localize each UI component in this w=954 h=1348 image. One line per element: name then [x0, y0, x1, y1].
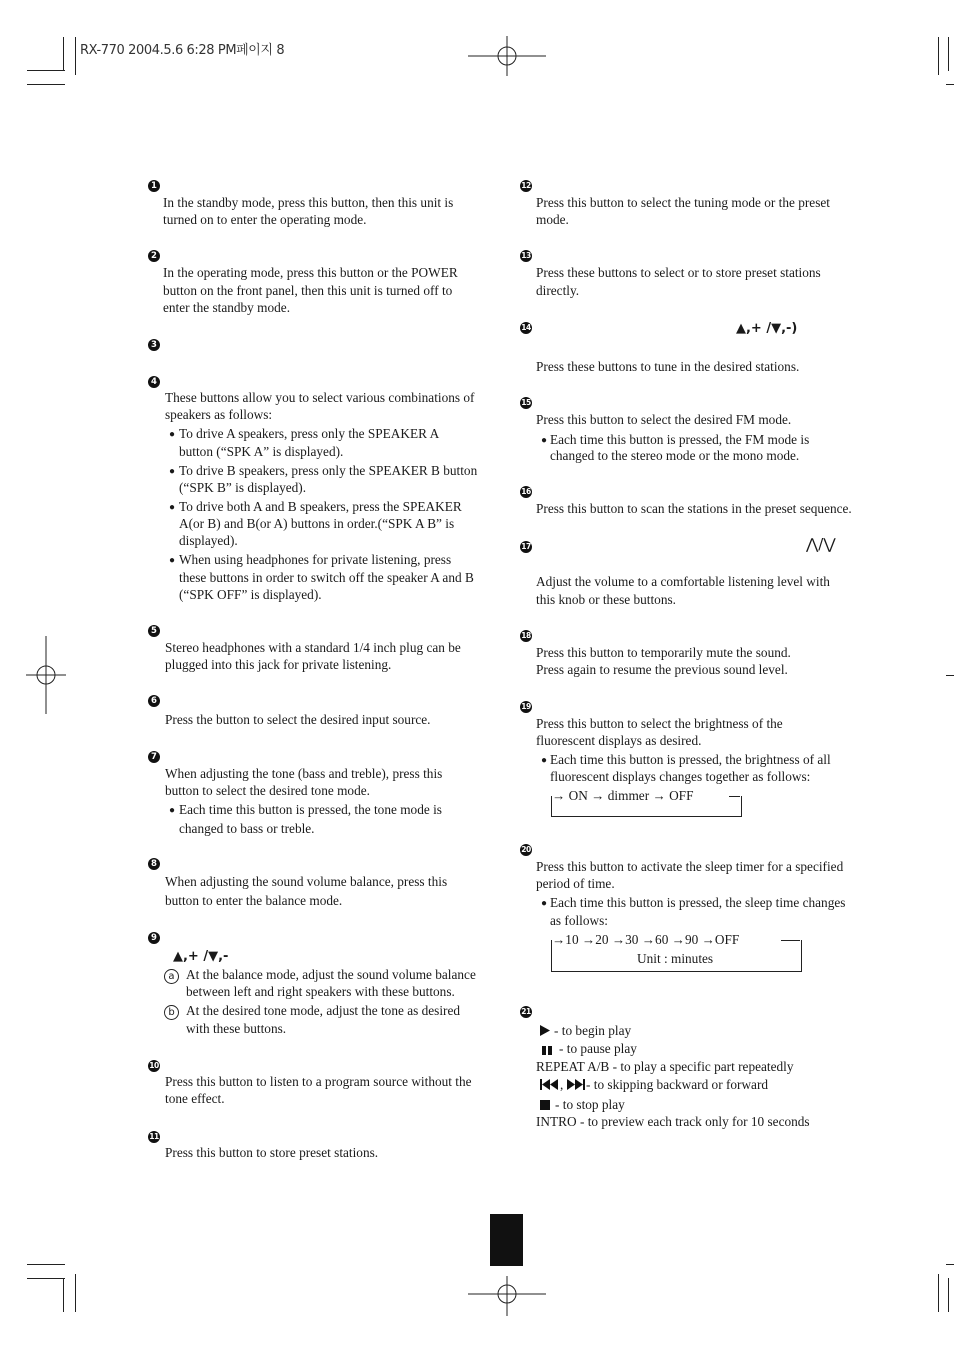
sleep-cycle-text: →10 →20 →30 →60 →90 →OFF [552, 931, 743, 949]
body-text: enter the standby mode. [163, 300, 291, 315]
item-number: 14 [521, 323, 531, 332]
body-text: button to select the desired tone mode. [165, 783, 370, 798]
item-number: 12 [521, 181, 531, 190]
item-number: 11 [149, 1132, 159, 1141]
item-number: 20 [521, 845, 531, 854]
body-text: Adjust the volume to a comfortable listening level with [536, 574, 830, 589]
item-number: 17 [521, 542, 531, 551]
volume-symbols: ⋀/⋁ [806, 535, 836, 553]
body-text: Press this button to select the brightness of the [536, 716, 783, 731]
body-text: plugged into this jack for private listening. [165, 657, 392, 672]
body-text: Press this button to store preset stations. [165, 1145, 379, 1160]
body-text: turned on to enter the operating mode. [163, 212, 367, 227]
item-number: 21 [521, 1007, 531, 1016]
item-number: 5 [148, 625, 160, 637]
bullet-text: Each time this button is pressed, the brightness of all [550, 752, 831, 767]
body-text: These buttons allow you to select various combinations of [165, 390, 475, 405]
bullet: ● [169, 502, 176, 513]
body-text: between left and right speakers with these buttons. [186, 984, 455, 999]
body-text: Stereo headphones with a standard 1/4 inch plug can be [165, 640, 461, 655]
body-text: tone effect. [165, 1091, 225, 1106]
skip-text: - to skipping backward or forward [586, 1077, 769, 1092]
body-text: In the operating mode, press this button or the POWER [163, 265, 458, 280]
bullet-text: A(or B) and B(or A) buttons in order.(“SPK A B” is [179, 516, 455, 531]
item-number: 16 [521, 487, 531, 496]
sub-item-a-marker: a [164, 969, 179, 984]
bullet-text: Each time this button is pressed, the FM mode is [550, 432, 810, 447]
registration-mark [468, 1276, 546, 1316]
bullet-text: (“SPK OFF” is displayed). [179, 587, 322, 602]
body-text: Press these buttons to tune in the desired stations. [536, 359, 800, 374]
item-number: 10 [149, 1061, 159, 1070]
body-text: fluorescent displays as desired. [536, 733, 702, 748]
body-text: At the desired tone mode, adjust the tone as desired [186, 1003, 460, 1018]
item-number: 7 [148, 751, 160, 763]
repeat-text: REPEAT A/B - to play a specific part repeatedly [536, 1059, 794, 1074]
item-number: 4 [148, 376, 160, 388]
separator-comma: , [560, 1077, 564, 1092]
skip-forward-icon [567, 1079, 585, 1090]
bullet-text: displayed). [179, 533, 238, 548]
bullet: ● [169, 805, 176, 816]
bullet-text: changed to the stereo mode or the mono mode. [550, 448, 800, 463]
body-text: Press this button to scan the stations in the preset sequence. [536, 501, 852, 516]
bullet-text: To drive B speakers, press only the SPEAKER B button [179, 463, 478, 478]
body-text: directly. [536, 283, 580, 298]
item-number: 3 [148, 339, 160, 351]
item-number: 13 [521, 251, 531, 260]
bullet-text: as follows: [550, 913, 608, 928]
body-text: Press this button to listen to a program source without the [165, 1074, 472, 1089]
body-text: Press these buttons to select or to store preset stations [536, 265, 821, 280]
print-slug: RX-770 2004.5.6 6:28 PM페이지 8 [80, 43, 285, 58]
body-text: In the standby mode, press this button, then this unit is [163, 195, 454, 210]
body-text: this knob or these buttons. [536, 592, 676, 607]
item-number: 1 [148, 180, 160, 192]
brightness-cycle-text: → ON → dimmer → OFF [552, 787, 697, 805]
bullet-text: button (“SPK A” is displayed). [179, 444, 344, 459]
pause-text: - to pause play [559, 1041, 637, 1056]
sub-item-b-marker: b [164, 1005, 179, 1020]
page-tab-block [490, 1214, 523, 1266]
body-text: Press this button to activate the sleep timer for a specified [536, 859, 844, 874]
bullet-text: When using headphones for private listening, press [179, 552, 452, 567]
body-text: Press this button to select the desired FM mode. [536, 412, 792, 427]
item-number: 9 [148, 932, 160, 944]
stop-text: - to stop play [555, 1097, 625, 1112]
bullet: ● [169, 466, 176, 477]
pause-icon [542, 1046, 553, 1055]
tuning-symbols: ▲,+ /▼,-) [736, 321, 798, 336]
body-text: speakers as follows: [165, 407, 273, 422]
play-text: - to begin play [554, 1023, 632, 1038]
body-text: Press again to resume the previous sound level. [536, 662, 788, 677]
body-text: button on the front panel, then this unit is turned off to [163, 283, 453, 298]
item-number: 15 [521, 398, 531, 407]
bullet: ● [541, 435, 548, 446]
bullet-text: Each time this button is pressed, the tone mode is [179, 802, 442, 817]
bullet-text: changed to bass or treble. [179, 821, 315, 836]
bullet-text: (“SPK B” is displayed). [179, 480, 307, 495]
bullet: ● [169, 555, 176, 566]
item-number: 19 [521, 702, 531, 711]
body-text: Press the button to select the desired input source. [165, 712, 431, 727]
body-text: period of time. [536, 876, 615, 891]
body-text: Press this button to temporarily mute the sound. [536, 645, 791, 660]
body-text: When adjusting the tone (bass and treble), press this [165, 766, 443, 781]
body-text: button to enter the balance mode. [165, 893, 343, 908]
registration-mark [26, 636, 66, 714]
unit-label: Unit : minutes [637, 951, 714, 966]
play-icon [540, 1025, 551, 1036]
item-number: 8 [148, 858, 160, 870]
body-text: Press this button to select the tuning mode or the preset [536, 195, 830, 210]
item-number: 6 [148, 695, 160, 707]
stop-icon [540, 1100, 550, 1110]
body-text: When adjusting the sound volume balance, press this [165, 874, 448, 889]
bullet-text: To drive A speakers, press only the SPEAKER A [179, 426, 440, 441]
bullet-text: these buttons in order to switch off the speaker A and B [179, 570, 474, 585]
bullet: ● [541, 898, 548, 909]
body-text: with these buttons. [186, 1021, 287, 1036]
item-number: 2 [148, 250, 160, 262]
bullet: ● [541, 755, 548, 766]
bullet-text: To drive both A and B speakers, press the SPEAKER [179, 499, 462, 514]
bullet-text: fluorescent displays changes together as follows: [550, 769, 811, 784]
skip-back-icon [540, 1079, 558, 1090]
up-down-symbols: ▲,+ /▼,- [173, 949, 229, 964]
registration-mark [468, 36, 546, 76]
bullet: ● [169, 429, 176, 440]
body-text: At the balance mode, adjust the sound volume balance [186, 967, 476, 982]
intro-text: INTRO - to preview each track only for 10 seconds [536, 1114, 810, 1129]
body-text: mode. [536, 212, 569, 227]
bullet-text: Each time this button is pressed, the sleep time changes [550, 895, 846, 910]
item-number: 18 [521, 631, 531, 640]
